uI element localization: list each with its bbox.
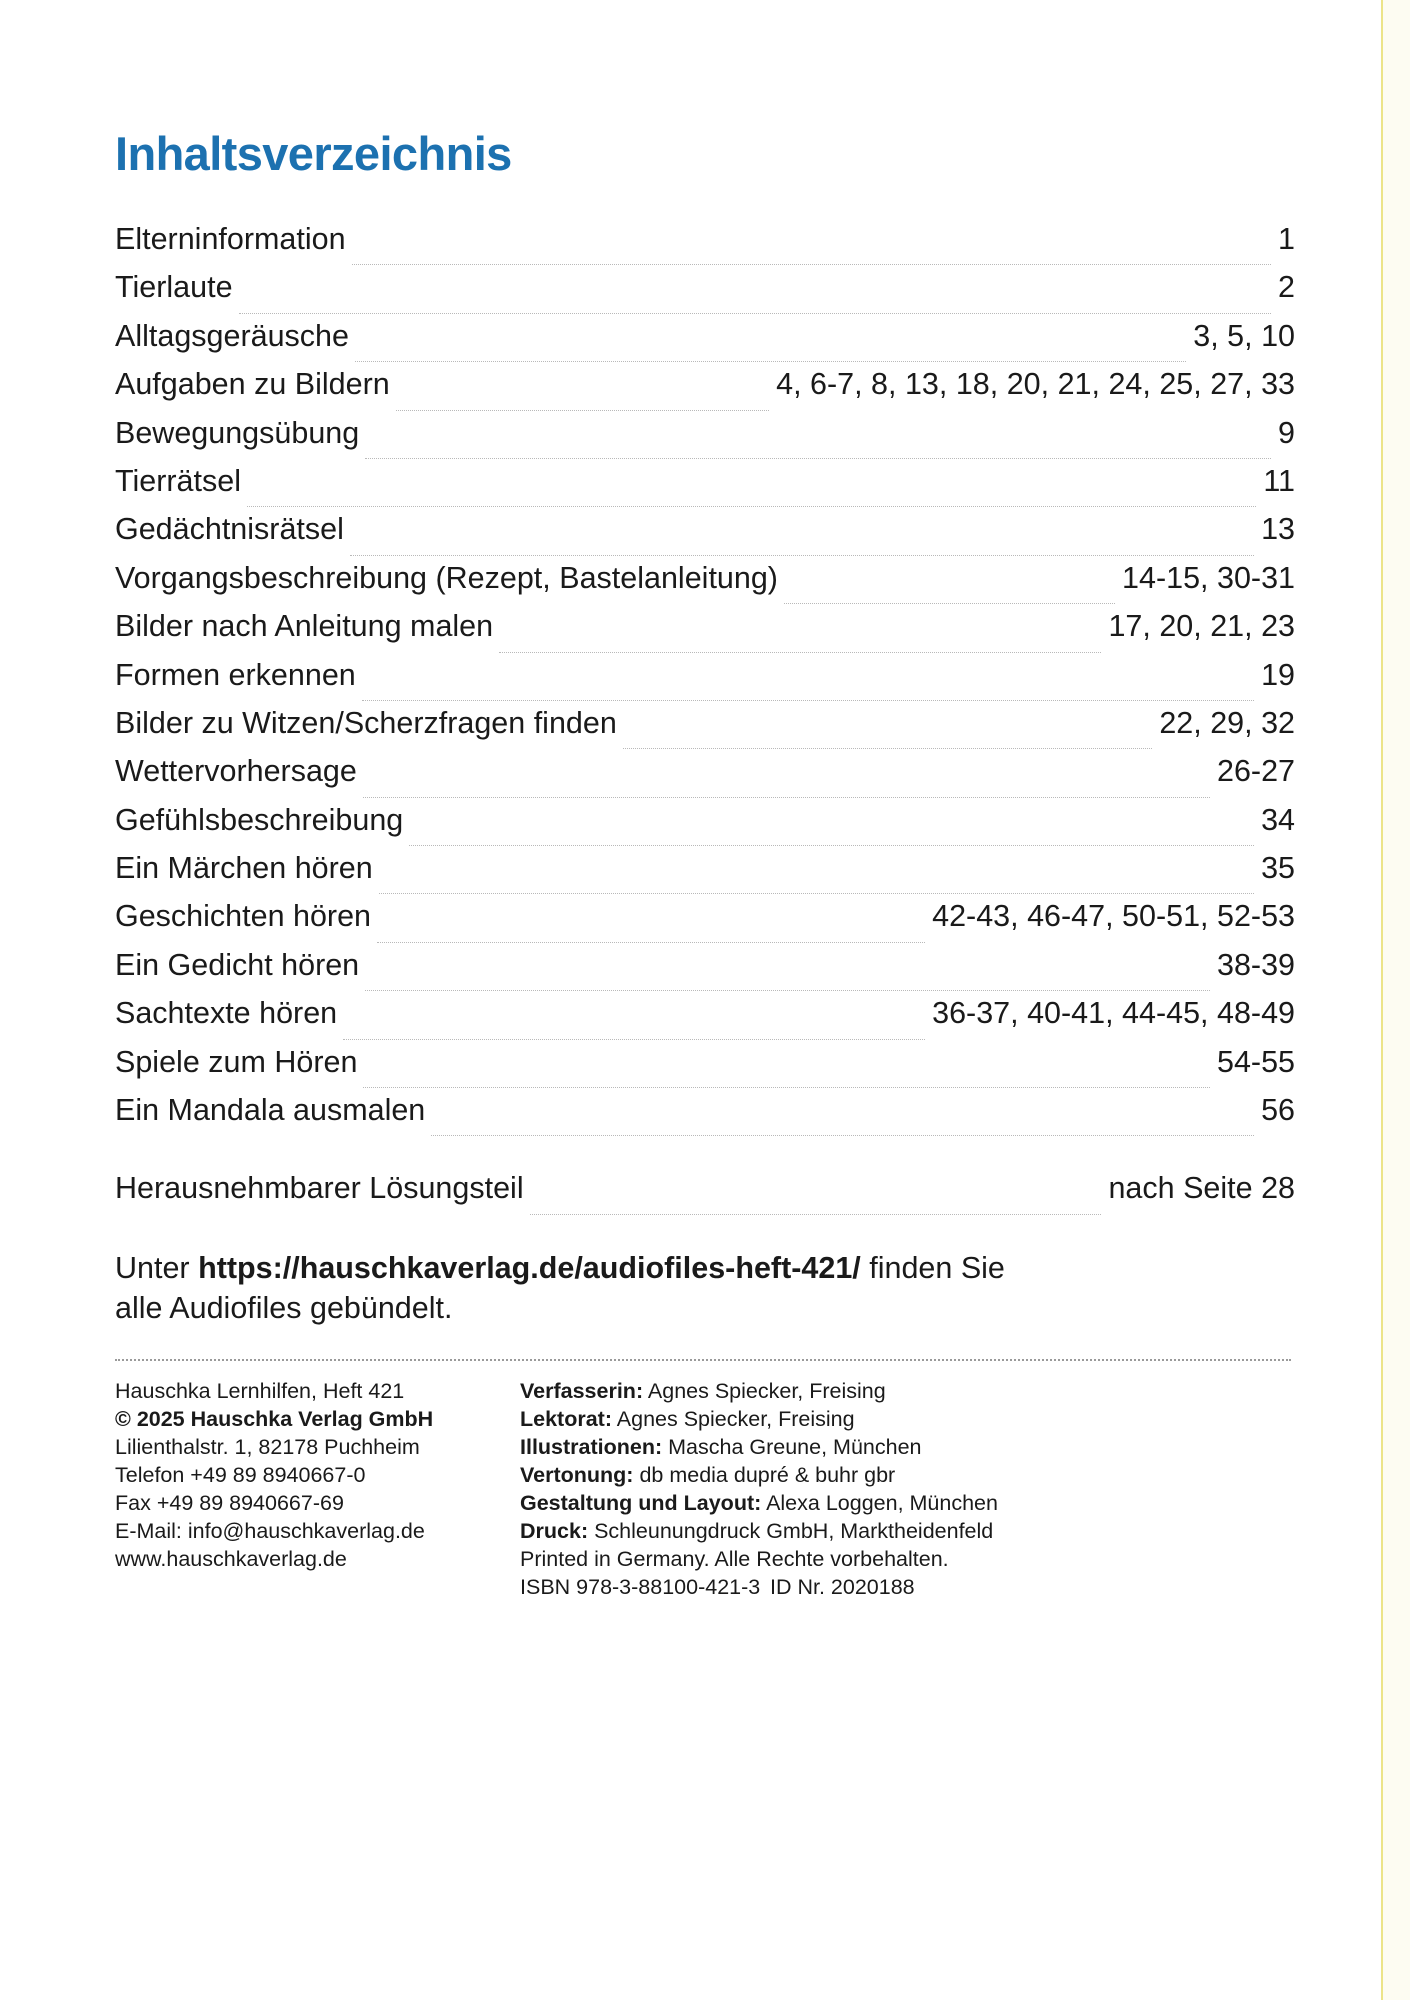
- imprint-credits-column: [520, 1378, 1295, 1602]
- toc-entry-label: Ein Märchen hören: [115, 851, 373, 886]
- toc-entry-pages: 26-27: [1216, 754, 1295, 789]
- imprint-print-label: Druck:: [520, 1519, 589, 1544]
- toc-leader-dots: [343, 1038, 925, 1040]
- toc-entry-label: Bewegungsübung: [115, 415, 360, 450]
- toc-gap: [115, 1143, 1295, 1173]
- toc-entry[interactable]: [115, 514, 1295, 562]
- imprint-address: Lilienthalstr. 1, 82178 Puchheim: [115, 1435, 420, 1460]
- toc-entry[interactable]: [115, 611, 1295, 659]
- toc-leader-dots: [363, 796, 1210, 798]
- imprint-website[interactable]: www.hauschkaverlag.de: [115, 1547, 347, 1572]
- toc-entry-pages: 11: [1263, 463, 1295, 498]
- imprint-design-label: Gestaltung und Layout:: [520, 1491, 762, 1516]
- toc-solution-label: Herausnehmbarer Lösungsteil: [115, 1171, 524, 1206]
- toc-leader-dots: [365, 989, 1210, 991]
- toc-entry[interactable]: [115, 224, 1295, 272]
- toc-entry-label: Bilder zu Witzen/Scherzfragen finden: [115, 705, 617, 740]
- audiofiles-note: [115, 1248, 1015, 1329]
- toc-leader-dots: [784, 602, 1115, 604]
- toc-leader-dots: [365, 457, 1271, 459]
- toc-entry-pages: 9: [1278, 415, 1295, 450]
- imprint-design-value: Alexa Loggen, München: [761, 1491, 998, 1516]
- toc-solution-pages: nach Seite 28: [1108, 1171, 1295, 1206]
- toc-entry[interactable]: [115, 756, 1295, 804]
- toc-leader-dots: [623, 747, 1153, 749]
- toc-leader-dots: [362, 699, 1254, 701]
- toc-leader-dots: [239, 312, 1271, 314]
- imprint-rights: Printed in Germany. Alle Rechte vorbehalten.: [520, 1547, 949, 1572]
- toc-entry-label: Ein Mandala ausmalen: [115, 1093, 426, 1128]
- toc-leader-dots: [350, 554, 1254, 556]
- toc-entry-pages: 34: [1261, 802, 1295, 837]
- imprint-illustrations-value: Mascha Greune, München: [662, 1435, 922, 1460]
- imprint-design: [520, 1490, 1295, 1518]
- toc-entry[interactable]: [115, 901, 1295, 949]
- toc-entry-pages: 35: [1261, 851, 1295, 886]
- toc-entry-pages: 42-43, 46-47, 50-51, 52-53: [932, 899, 1295, 934]
- toc-entry[interactable]: [115, 802, 1295, 853]
- imprint-email: E-Mail: info@hauschkaverlag.de: [115, 1519, 425, 1544]
- imprint-copyright-text: © 2025 Hauschka Verlag GmbH: [115, 1407, 434, 1432]
- toc-entry[interactable]: [115, 657, 1295, 708]
- toc-entry-label: Sachtexte hören: [115, 996, 338, 1031]
- toc-entry[interactable]: [115, 1044, 1295, 1095]
- toc-entry-label: Aufgaben zu Bildern: [115, 367, 390, 402]
- imprint-audio-value: db media dupré & buhr gbr: [633, 1463, 896, 1488]
- imprint-identifiers: [520, 1574, 1295, 1602]
- imprint-phone: Telefon +49 89 8940667-0: [115, 1463, 366, 1488]
- toc-entry[interactable]: [115, 463, 1295, 514]
- toc-entry-label: Gefühlsbeschreibung: [115, 802, 404, 837]
- toc-entry[interactable]: [115, 369, 1295, 417]
- toc-leader-dots: [377, 941, 925, 943]
- toc-entry-pages: 13: [1261, 512, 1295, 547]
- toc-entry[interactable]: [115, 853, 1295, 901]
- toc-entry-pages: 22, 29, 32: [1159, 705, 1295, 740]
- audiofiles-url[interactable]: https://hauschkaverlag.de/audiofiles-heft-421/: [198, 1250, 861, 1285]
- toc-entry[interactable]: [115, 318, 1295, 369]
- imprint-isbn: ISBN 978-3-88100-421-3: [520, 1575, 761, 1599]
- toc-leader-dots: [396, 409, 769, 411]
- toc-entry-label: Vorgangsbeschreibung (Rezept, Bastelanleitung): [115, 560, 778, 595]
- imprint-illustrations: [520, 1434, 1295, 1462]
- toc-leader-dots: [363, 1086, 1210, 1088]
- toc-entry[interactable]: [115, 998, 1295, 1046]
- page-title: Inhaltsverzeichnis: [115, 127, 512, 180]
- audiofiles-note-prefix: Unter: [115, 1250, 199, 1285]
- toc-entry-label: Formen erkennen: [115, 657, 356, 692]
- toc-entry-label: Ein Gedicht hören: [115, 947, 360, 982]
- toc-entry[interactable]: [115, 705, 1295, 756]
- imprint-author-label: Verfasserin:: [520, 1379, 644, 1404]
- imprint-fax: Fax +49 89 8940667-69: [115, 1491, 344, 1516]
- toc-entry[interactable]: [115, 415, 1295, 466]
- toc-entry-label: Tierlaute: [115, 270, 233, 305]
- toc-entry-pages: 3, 5, 10: [1193, 318, 1295, 353]
- imprint-separator: [115, 1359, 1291, 1361]
- toc-entry-pages: 38-39: [1216, 947, 1295, 982]
- imprint-print-value: Schleunungdruck GmbH, Marktheidenfeld: [588, 1519, 994, 1544]
- table-of-contents: [115, 224, 1295, 1222]
- toc-entry-pages: 56: [1261, 1093, 1295, 1128]
- toc-entry-pages: 17, 20, 21, 23: [1108, 609, 1295, 644]
- toc-entry-label: Tierrätsel: [115, 463, 241, 498]
- page-content: [115, 0, 1295, 1602]
- toc-leader-dots: [431, 1134, 1254, 1136]
- toc-leader-dots: [247, 505, 1256, 507]
- toc-entry-label: Wettervorhersage: [115, 754, 357, 789]
- toc-entry-label: Gedächtnisrätsel: [115, 512, 344, 547]
- toc-entry-pages: 54-55: [1216, 1044, 1295, 1079]
- toc-entry-pages: 19: [1261, 657, 1295, 692]
- toc-entry[interactable]: [115, 560, 1295, 611]
- toc-entry-pages: 2: [1278, 270, 1295, 305]
- toc-entry-pages: 14-15, 30-31: [1122, 560, 1295, 595]
- imprint-print: [520, 1518, 1295, 1546]
- toc-entry-label: Bilder nach Anleitung malen: [115, 609, 494, 644]
- imprint-illustrations-label: Illustrationen:: [520, 1435, 663, 1460]
- toc-leader-dots: [530, 1213, 1102, 1215]
- imprint-series: Hauschka Lernhilfen, Heft 421: [115, 1379, 405, 1404]
- imprint-author-value: Agnes Spiecker, Freising: [643, 1379, 886, 1404]
- toc-entry-pages: 4, 6-7, 8, 13, 18, 20, 21, 24, 25, 27, 33: [776, 367, 1295, 402]
- imprint-editing-label: Lektorat:: [520, 1407, 612, 1432]
- imprint-audio-label: Vertonung:: [520, 1463, 634, 1488]
- imprint-author: [520, 1378, 1295, 1406]
- toc-leader-dots: [409, 844, 1254, 846]
- page-edge-strip: [1382, 0, 1410, 2000]
- imprint-editing-value: Agnes Spiecker, Freising: [611, 1407, 855, 1432]
- toc-entry[interactable]: [115, 272, 1295, 320]
- toc-entry[interactable]: [115, 947, 1295, 998]
- toc-entry-pages: 1: [1278, 222, 1295, 256]
- toc-entry-pages: 36-37, 40-41, 44-45, 48-49: [932, 996, 1295, 1031]
- toc-entry-label: Alltagsgeräusche: [115, 318, 349, 353]
- audiofiles-note-suffix: finden Sie alle Audiofiles gebündelt.: [115, 1250, 1005, 1326]
- toc-entry-label: Elterninformation: [115, 222, 346, 256]
- toc-solution-entry[interactable]: [115, 1173, 1295, 1221]
- toc-leader-dots: [352, 263, 1271, 265]
- toc-leader-dots: [355, 360, 1186, 362]
- imprint-audio: [520, 1462, 1295, 1490]
- toc-entry-label: Spiele zum Hören: [115, 1044, 358, 1079]
- imprint-id-number: ID Nr. 2020188: [770, 1575, 915, 1599]
- imprint-editing: [520, 1406, 1295, 1434]
- imprint-publisher-column: [115, 1378, 520, 1602]
- toc-leader-dots: [379, 892, 1254, 894]
- imprint: [115, 1378, 1295, 1602]
- imprint-copyright: [115, 1406, 520, 1434]
- toc-entry[interactable]: [115, 1095, 1295, 1143]
- toc-entry-label: Geschichten hören: [115, 899, 372, 934]
- toc-leader-dots: [499, 651, 1101, 653]
- page-edge-rule: [1381, 0, 1383, 2000]
